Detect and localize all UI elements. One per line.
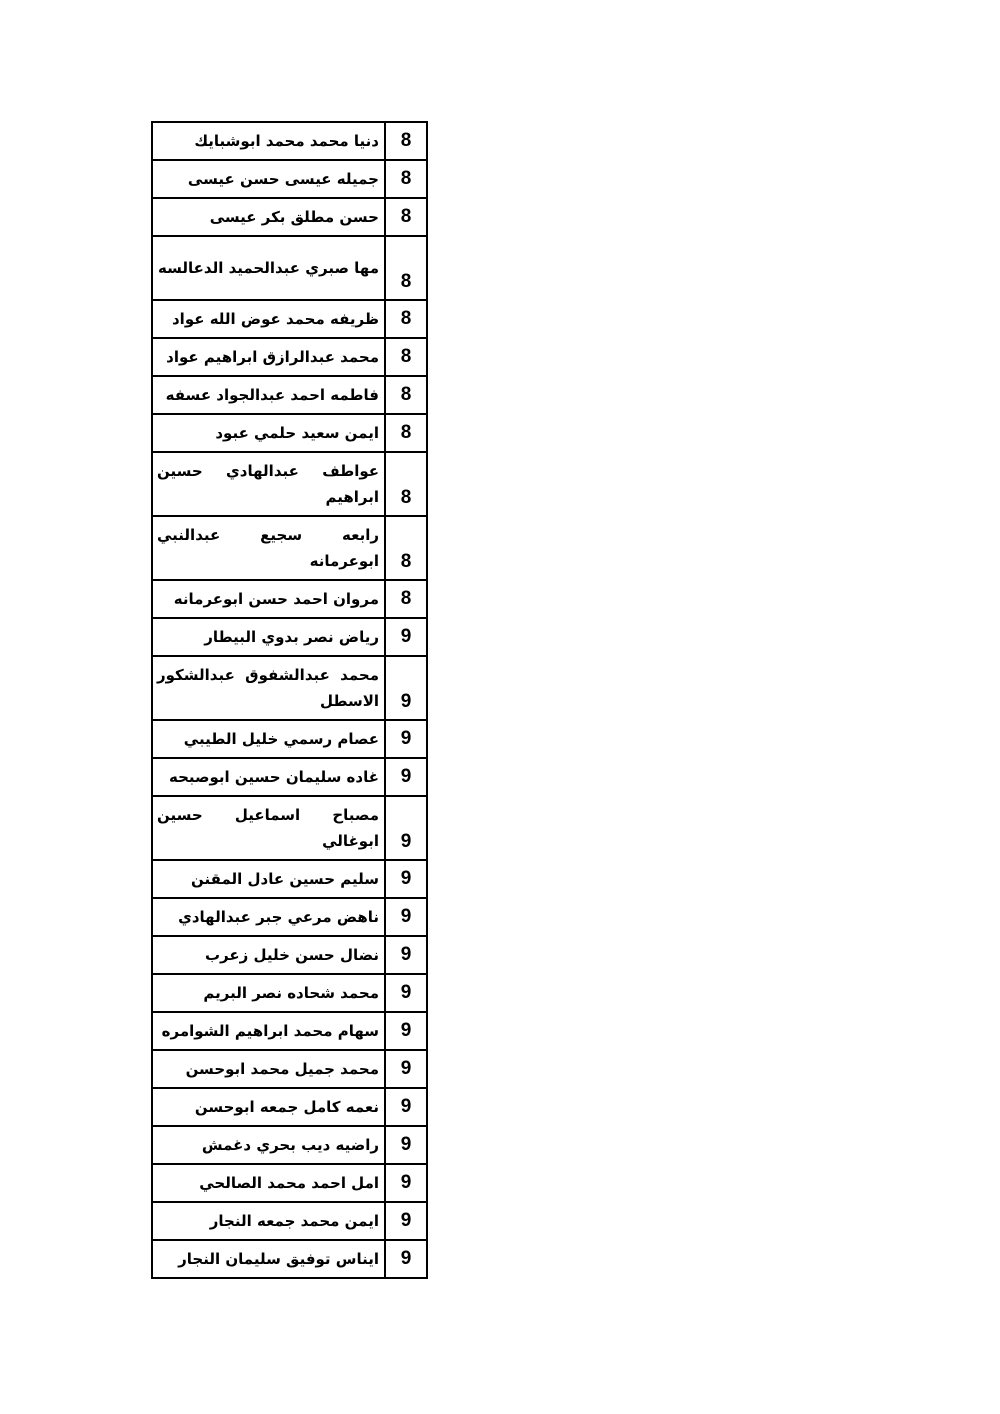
grade-cell: 9: [385, 758, 427, 796]
name-cell: رابعه سجيع عبدالنبي ابوعرمانه: [152, 516, 385, 580]
name-cell: رياض نصر بدوي البيطار: [152, 618, 385, 656]
table-row: [152, 338, 427, 376]
table-row: [152, 860, 427, 898]
grade-cell: 9: [385, 860, 427, 898]
table-row: [152, 452, 427, 516]
table-row: [152, 1088, 427, 1126]
grade-cell: 9: [385, 1164, 427, 1202]
name-cell: ايناس توفيق سليمان النجار: [152, 1240, 385, 1278]
grade-cell: 8: [385, 376, 427, 414]
name-cell: ظريفه محمد عوض الله عواد: [152, 300, 385, 338]
grade-cell: 9: [385, 1126, 427, 1164]
name-cell: محمد شحاده نصر البريم: [152, 974, 385, 1012]
grade-cell: 9: [385, 720, 427, 758]
name-cell: نعمه كامل جمعه ابوحسن: [152, 1088, 385, 1126]
grade-cell: 8: [385, 452, 427, 516]
name-cell: مصباح اسماعيل حسين ابوغالي: [152, 796, 385, 860]
grade-cell: 9: [385, 974, 427, 1012]
table-row: [152, 414, 427, 452]
names-table: [151, 121, 428, 1279]
grade-cell: 8: [385, 516, 427, 580]
name-cell: عصام رسمي خليل الطيبي: [152, 720, 385, 758]
grade-cell: 8: [385, 160, 427, 198]
name-cell: مها صبري عبدالحميد الدعالسه: [152, 236, 385, 300]
name-cell: محمد عبدالشفوق عبدالشكور الاسطل: [152, 656, 385, 720]
table-row: [152, 656, 427, 720]
name-cell: ايمن سعيد حلمي عبود: [152, 414, 385, 452]
table-row: [152, 300, 427, 338]
table-row: [152, 720, 427, 758]
table-row: [152, 160, 427, 198]
table-row: [152, 236, 427, 300]
grade-cell: 9: [385, 1012, 427, 1050]
grade-cell: 8: [385, 414, 427, 452]
grade-cell: 8: [385, 338, 427, 376]
name-cell: راضيه ديب بحري دغمش: [152, 1126, 385, 1164]
grade-cell: 8: [385, 198, 427, 236]
grade-cell: 9: [385, 898, 427, 936]
table-row: [152, 758, 427, 796]
name-cell: محمد عبدالرازق ابراهيم عواد: [152, 338, 385, 376]
table-row: [152, 1012, 427, 1050]
name-cell: ناهض مرعي جبر عبدالهادي: [152, 898, 385, 936]
grade-cell: 9: [385, 618, 427, 656]
name-cell: حسن مطلق بكر عيسى: [152, 198, 385, 236]
name-cell: غاده سليمان حسين ابوصبحه: [152, 758, 385, 796]
table-row: [152, 516, 427, 580]
grade-cell: 9: [385, 1050, 427, 1088]
table-row: [152, 122, 427, 160]
table-row: [152, 898, 427, 936]
name-cell: عواطف عبدالهادي حسين ابراهيم: [152, 452, 385, 516]
name-cell: سليم حسين عادل المقنن: [152, 860, 385, 898]
table-row: [152, 376, 427, 414]
table-row: [152, 1050, 427, 1088]
name-cell: فاطمه احمد عبدالجواد عسفه: [152, 376, 385, 414]
table-row: [152, 974, 427, 1012]
table-row: [152, 1240, 427, 1278]
grade-cell: 8: [385, 580, 427, 618]
name-cell: نضال حسن خليل زعرب: [152, 936, 385, 974]
grade-cell: 9: [385, 656, 427, 720]
name-cell: محمد جميل محمد ابوحسن: [152, 1050, 385, 1088]
table-row: [152, 936, 427, 974]
grade-cell: 8: [385, 300, 427, 338]
grade-cell: 8: [385, 122, 427, 160]
table-row: [152, 1126, 427, 1164]
grade-cell: 9: [385, 936, 427, 974]
table-row: [152, 618, 427, 656]
name-cell: جميله عيسى حسن عيسى: [152, 160, 385, 198]
name-cell: دنيا محمد محمد ابوشبايك: [152, 122, 385, 160]
table-row: [152, 1164, 427, 1202]
name-cell: امل احمد محمد الصالحي: [152, 1164, 385, 1202]
table-row: [152, 198, 427, 236]
table-row: [152, 580, 427, 618]
grade-cell: 8: [385, 236, 427, 300]
grade-cell: 9: [385, 796, 427, 860]
name-cell: سهام محمد ابراهيم الشوامره: [152, 1012, 385, 1050]
grade-cell: 9: [385, 1202, 427, 1240]
name-cell: مروان احمد حسن ابوعرمانه: [152, 580, 385, 618]
table-row: [152, 1202, 427, 1240]
grade-cell: 9: [385, 1240, 427, 1278]
names-table-container: [151, 121, 413, 1279]
grade-cell: 9: [385, 1088, 427, 1126]
table-row: [152, 796, 427, 860]
name-cell: ايمن محمد جمعه النجار: [152, 1202, 385, 1240]
